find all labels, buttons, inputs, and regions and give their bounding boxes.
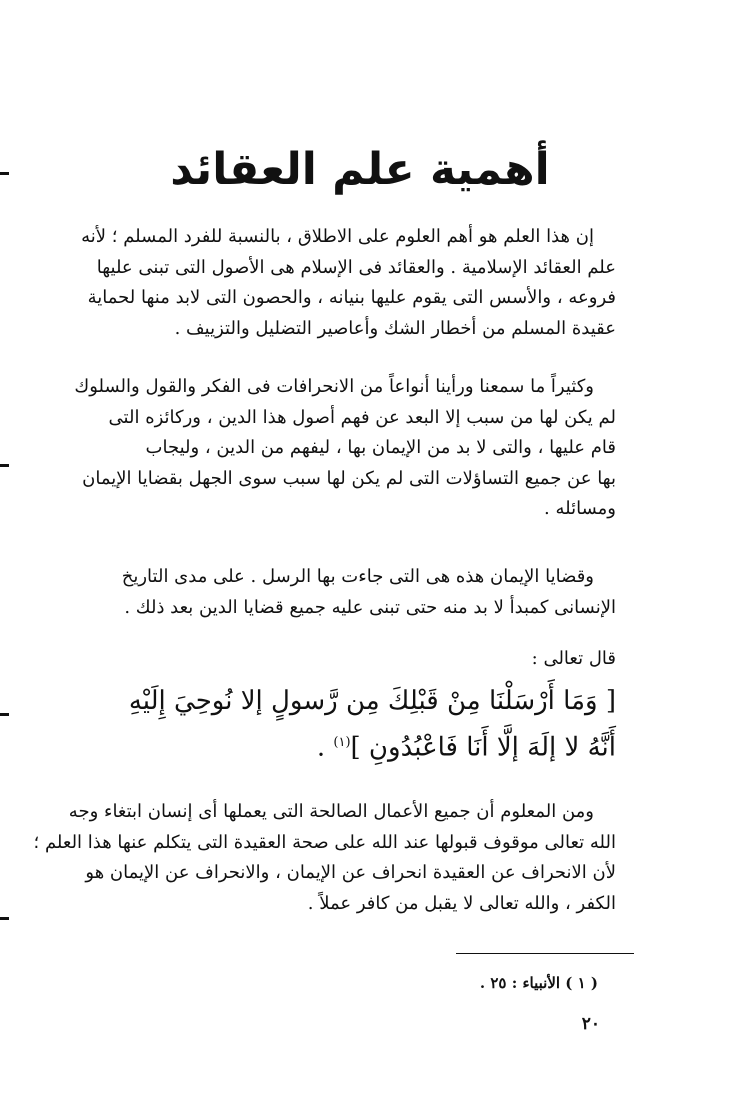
scan-edge-mark <box>0 464 9 467</box>
quote-intro: قال تعالى : <box>531 648 616 669</box>
paragraph-line: وقضايا الإيمان هذه هى التى جاءت بها الرسل . على مدى التاريخ <box>121 566 594 587</box>
quranic-verse <box>96 680 616 769</box>
paragraph-line: علم العقائد الإسلامية . والعقائد فى الإسلام هى الأصول التى تبنى عليها <box>96 256 616 278</box>
footnote-divider <box>456 953 634 954</box>
scan-edge-mark <box>0 713 9 716</box>
page-title: أهمية علم العقائد <box>170 144 550 195</box>
verse-end-mark: . <box>316 732 326 763</box>
paragraph-3 <box>96 562 616 623</box>
paragraph-line: قام عليها ، والتى لا بد من الإيمان بها ، ليفهم من الدين ، وليجاب <box>145 437 616 458</box>
paragraph-1 <box>81 222 616 344</box>
page-number: ٢٠ <box>581 1014 600 1034</box>
scan-edge-mark <box>0 917 9 920</box>
paragraph-line: إن هذا العلم هو أهم العلوم على الاطلاق ، بالنسبة للفرد المسلم ؛ لأنه <box>81 226 594 247</box>
paragraph-line: الله تعالى موقوف قبولها عند الله على صحة العقيدة التى يتكلم عنها هذا العلم ؛ <box>33 831 616 853</box>
verse-line-2-text: أَنَّهُ لا إلَهَ إلَّا أَنَا فَاعْبُدُونِ ] <box>350 732 616 763</box>
verse-line-2 <box>96 722 616 769</box>
paragraph-line: لم يكن لها من سبب إلا البعد عن فهم أصول هذا الدين ، وركائزه التى <box>108 406 616 428</box>
paragraph-line: ومن المعلوم أن جميع الأعمال الصالحة التى يعملها أى إنسان ابتغاء وجه <box>68 801 594 822</box>
paragraph-2 <box>74 372 616 525</box>
scan-edge-mark <box>0 172 9 175</box>
paragraph-line: لأن الانحراف عن العقيدة انحراف عن الإيمان ، والانحراف عن الإيمان هو <box>85 862 616 883</box>
paragraph-line: عقيدة المسلم من أخطار الشك وأعاصير التضليل والتزييف . <box>174 317 616 339</box>
footnote: ( ١ ) الأنبياء : ٢٥ . <box>479 974 598 992</box>
paragraph-line: الإنسانى كمبدأ لا بد منه حتى تبنى عليه جميع قضايا الدين بعد ذلك . <box>124 596 616 618</box>
paragraph-line: وكثيراً ما سمعنا ورأينا أنواعاً من الانحرافات فى الفكر والقول والسلوك <box>74 376 594 397</box>
paragraph-line: ومسائله . <box>544 498 616 519</box>
paragraph-line: الكفر ، والله تعالى لا يقبل من كافر عملاً . <box>307 892 616 914</box>
paragraph-line: فروعه ، والأسس التى يقوم عليها بنيانه ، والحصون التى لابد منها لحماية <box>87 287 616 308</box>
paragraph-line: بها عن جميع التساؤلات التى لم يكن لها سبب سوى الجهل بقضايا الإيمان <box>82 467 616 489</box>
verse-line-1: [ وَمَا أَرْسَلْنَا مِنْ قَبْلِكَ مِن رَّسولٍ إلا نُوحِيَ إِلَيْهِ <box>128 686 616 716</box>
footnote-reference: (١) <box>333 735 351 750</box>
closing-paragraph <box>33 797 616 919</box>
